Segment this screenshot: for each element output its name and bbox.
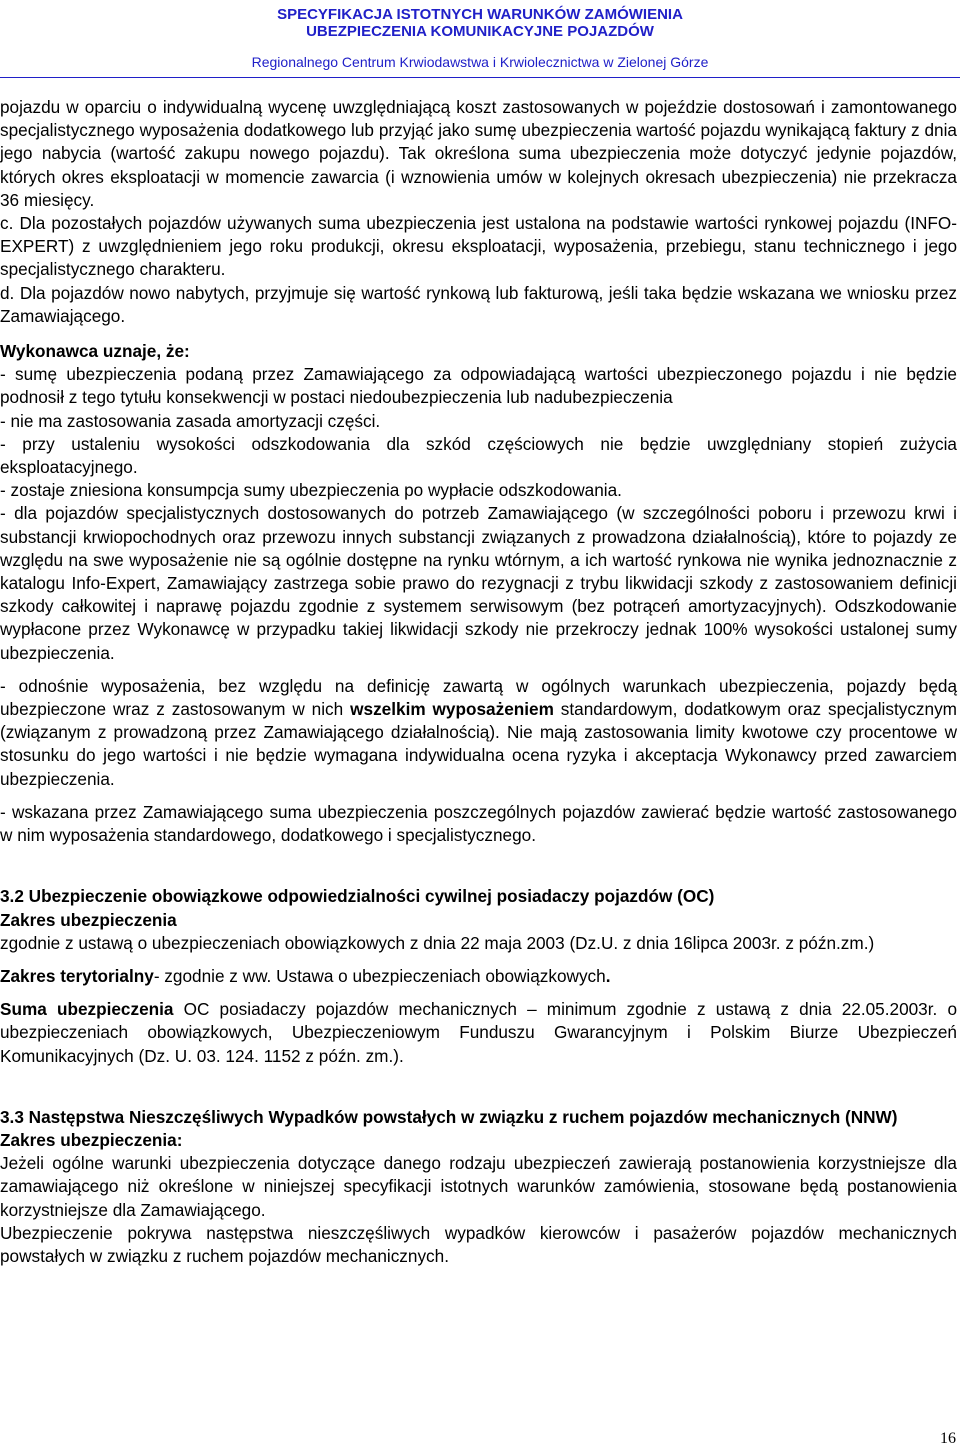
list-item: - dla pojazdów specjalistycznych dostosowanych do potrzeb Zamawiającego (w szczególności poboru i przewozu krwi i substancji krwiopochodnych oraz przewozu innych substancji związanych z prowadzona działalnością), które to pojazdy ze względu na swe wyposażenie nie są ogólnie dostępne na rynku wtórnym, a ich wartość rynkowa nie wynika jednoznacznie z katalogu Info-Expert, Zamawiający zastrzega sobie prawo do rezygnacji z trybu likwidacji szkody z zastosowaniem definicji szkody całkowitej i naprawę pojazdu zgodnie z systemem serwisowym (bez potrąceń amortyzacyjnych). Odszkodowanie wypłacone przez Wykonawcę w przypadku takiej likwidacji szkody nie przekroczy jednak 100% wysokości ustalonej sumy ubezpieczenia. <box>0 503 957 663</box>
header-divider <box>0 77 960 78</box>
section-3-3-scope-label: Zakres ubezpieczenia: <box>0 1129 183 1150</box>
list-item-equipment <box>0 675 957 791</box>
paragraph-point-d: d. Dla pojazdów nowo nabytych, przyjmuje się wartość rynkową lub fakturową, jeśli taka będzie wskazana we wniosku przez Zamawiającego. <box>0 282 957 326</box>
territorial-period: . <box>605 965 611 986</box>
section-3-2-scope-label: Zakres ubezpieczenia <box>0 909 177 930</box>
header-spec-title: SPECYFIKACJA ISTOTNYCH WARUNKÓW ZAMÓWIENIA <box>277 6 683 23</box>
list-item: - zostaje zniesiona konsumpcja sumy ubezpieczenia po wypłacie odszkodowania. <box>0 480 622 501</box>
sum-label: Suma ubezpieczenia <box>0 999 174 1020</box>
page-number: 16 <box>940 1430 956 1447</box>
territorial-text: - zgodnie z ww. Ustawa o ubezpieczeniach obowiązkowych <box>153 965 606 986</box>
list-item: - sumę ubezpieczenia podaną przez Zamawiającego za odpowiadającą wartości ubezpieczonego pojazdu i nie będzie podnosił z tego tytułu konsekwencji w postaci niedoubezpieczenia lub nadubezpieczenia <box>0 364 957 408</box>
paragraph-point-c: c. Dla pozostałych pojazdów używanych suma ubezpieczenia jest ustalona na podstawie wartości rynkowej pojazdu (INFO-EXPERT) z uwzględnieniem jego roku produkcji, okresu eksploatacji, wyposażenia, przebiegu, stanu technicznego i jego specjalistycznego charakteru. <box>0 213 957 280</box>
section-3-2-title: 3.2 Ubezpieczenie obowiązkowe odpowiedzialności cywilnej posiadaczy pojazdów (OC) <box>0 886 715 907</box>
section-3-2-territorial <box>0 965 957 988</box>
section-3-3-paragraph: Jeżeli ogólne warunki ubezpieczenia dotyczące danego rodzaju ubezpieczeń zawierają postanowienia korzystniejsze dla zamawiającego niż określone w niniejszej specyfikacji istotnych warunków zamówienia, stosowane będą postanowienia korzystniejsze dla Zamawiającego. <box>0 1153 957 1220</box>
header-organization: Regionalnego Centrum Krwiodawstwa i Krwiolecznictwa w Zielonej Górze <box>251 54 709 70</box>
list-item: - przy ustaleniu wysokości odszkodowania dla szkód częściowych nie będzie uwzględniany stopień zużycia eksploatacyjnego. <box>0 433 957 478</box>
section-3-2-sum <box>0 998 957 1068</box>
paragraph-valuation: pojazdu w oparciu o indywidualną wycenę uwzględniającą koszt zastosowanych w pojeździe dostosowań i zamontowanego specjalistycznego wyposażenia dodatkowego lub przyjąć jako sumę ubezpieczenia wartość pojazdu wynikającą faktury z dnia jego nabycia (wartość zakupu nowego pojazdu). Tak określona suma ubezpieczenia może dotyczyć jedynie pojazdów, których okres eksploatacji w momencie zawarcia (i wznowienia umów w kolejnych okresach ubezpieczenia) nie przekracza 36 miesięcy. <box>0 97 957 210</box>
document-body <box>0 96 957 1268</box>
list-item: - nie ma zastosowania zasada amortyzacji części. <box>0 410 381 431</box>
heading-wykonawca: Wykonawca uznaje, że: <box>0 341 190 362</box>
equipment-text-end: standardowym, dodatkowym oraz specjalistycznym (związanym z prowadzoną przez Zamawiającego działalnością). Nie mają zastosowania limity kwotowe czy procentowe w stosunku do jego wartości i nie będzie wymagana indywidualna ocena ryzyka i akceptacja Wykonawcy przed zawarciem ubezpieczenia. <box>0 699 957 789</box>
section-3-2-scope-text: zgodnie z ustawą o ubezpieczeniach obowiązkowych z dnia 22 maja 2003 (Dz.U. z dnia 16lipca 2003r. z późn.zm.) <box>0 932 875 953</box>
territorial-label: Zakres terytorialny <box>0 965 154 986</box>
list-item: - wskazana przez Zamawiającego suma ubezpieczenia poszczególnych pojazdów zawierać będzie wartość zastosowanego w nim wyposażenia standardowego, dodatkowego i specjalistycznego. <box>0 801 957 846</box>
header-insurance-title: UBEZPIECZENIA KOMUNIKACYJNE POJAZDÓW <box>306 23 654 40</box>
sum-text: OC posiadaczy pojazdów mechanicznych – minimum zgodnie z ustawą z dnia 22.05.2003r. o ubezpieczeniach obowiązkowych, Ubezpieczeniowym Funduszu Gwarancyjnym i Polskim Biurze Ubezpieczeń Komunikacyjnych (Dz. U. 03. 124. 1152 z późn. zm.). <box>0 999 957 1066</box>
section-3-3-title: 3.3 Następstwa Nieszczęśliwych Wypadków powstałych w związku z ruchem pojazdów mechanicznych (NNW) <box>0 1106 898 1127</box>
equipment-text-start: - odnośnie wyposażenia, bez względu na definicję zawartą w ogólnych warunkach ubezpieczenia, pojazdy będą ubezpieczone wraz z zastosowanym w nich <box>0 675 957 720</box>
section-3-3-paragraph: Ubezpieczenie pokrywa następstwa nieszczęśliwych wypadków kierowców i pasażerów pojazdów mechanicznych powstałych w związku z ruchem pojazdów mechanicznych. <box>0 1222 957 1266</box>
equipment-emphasis: wszelkim wyposażeniem <box>350 699 554 720</box>
